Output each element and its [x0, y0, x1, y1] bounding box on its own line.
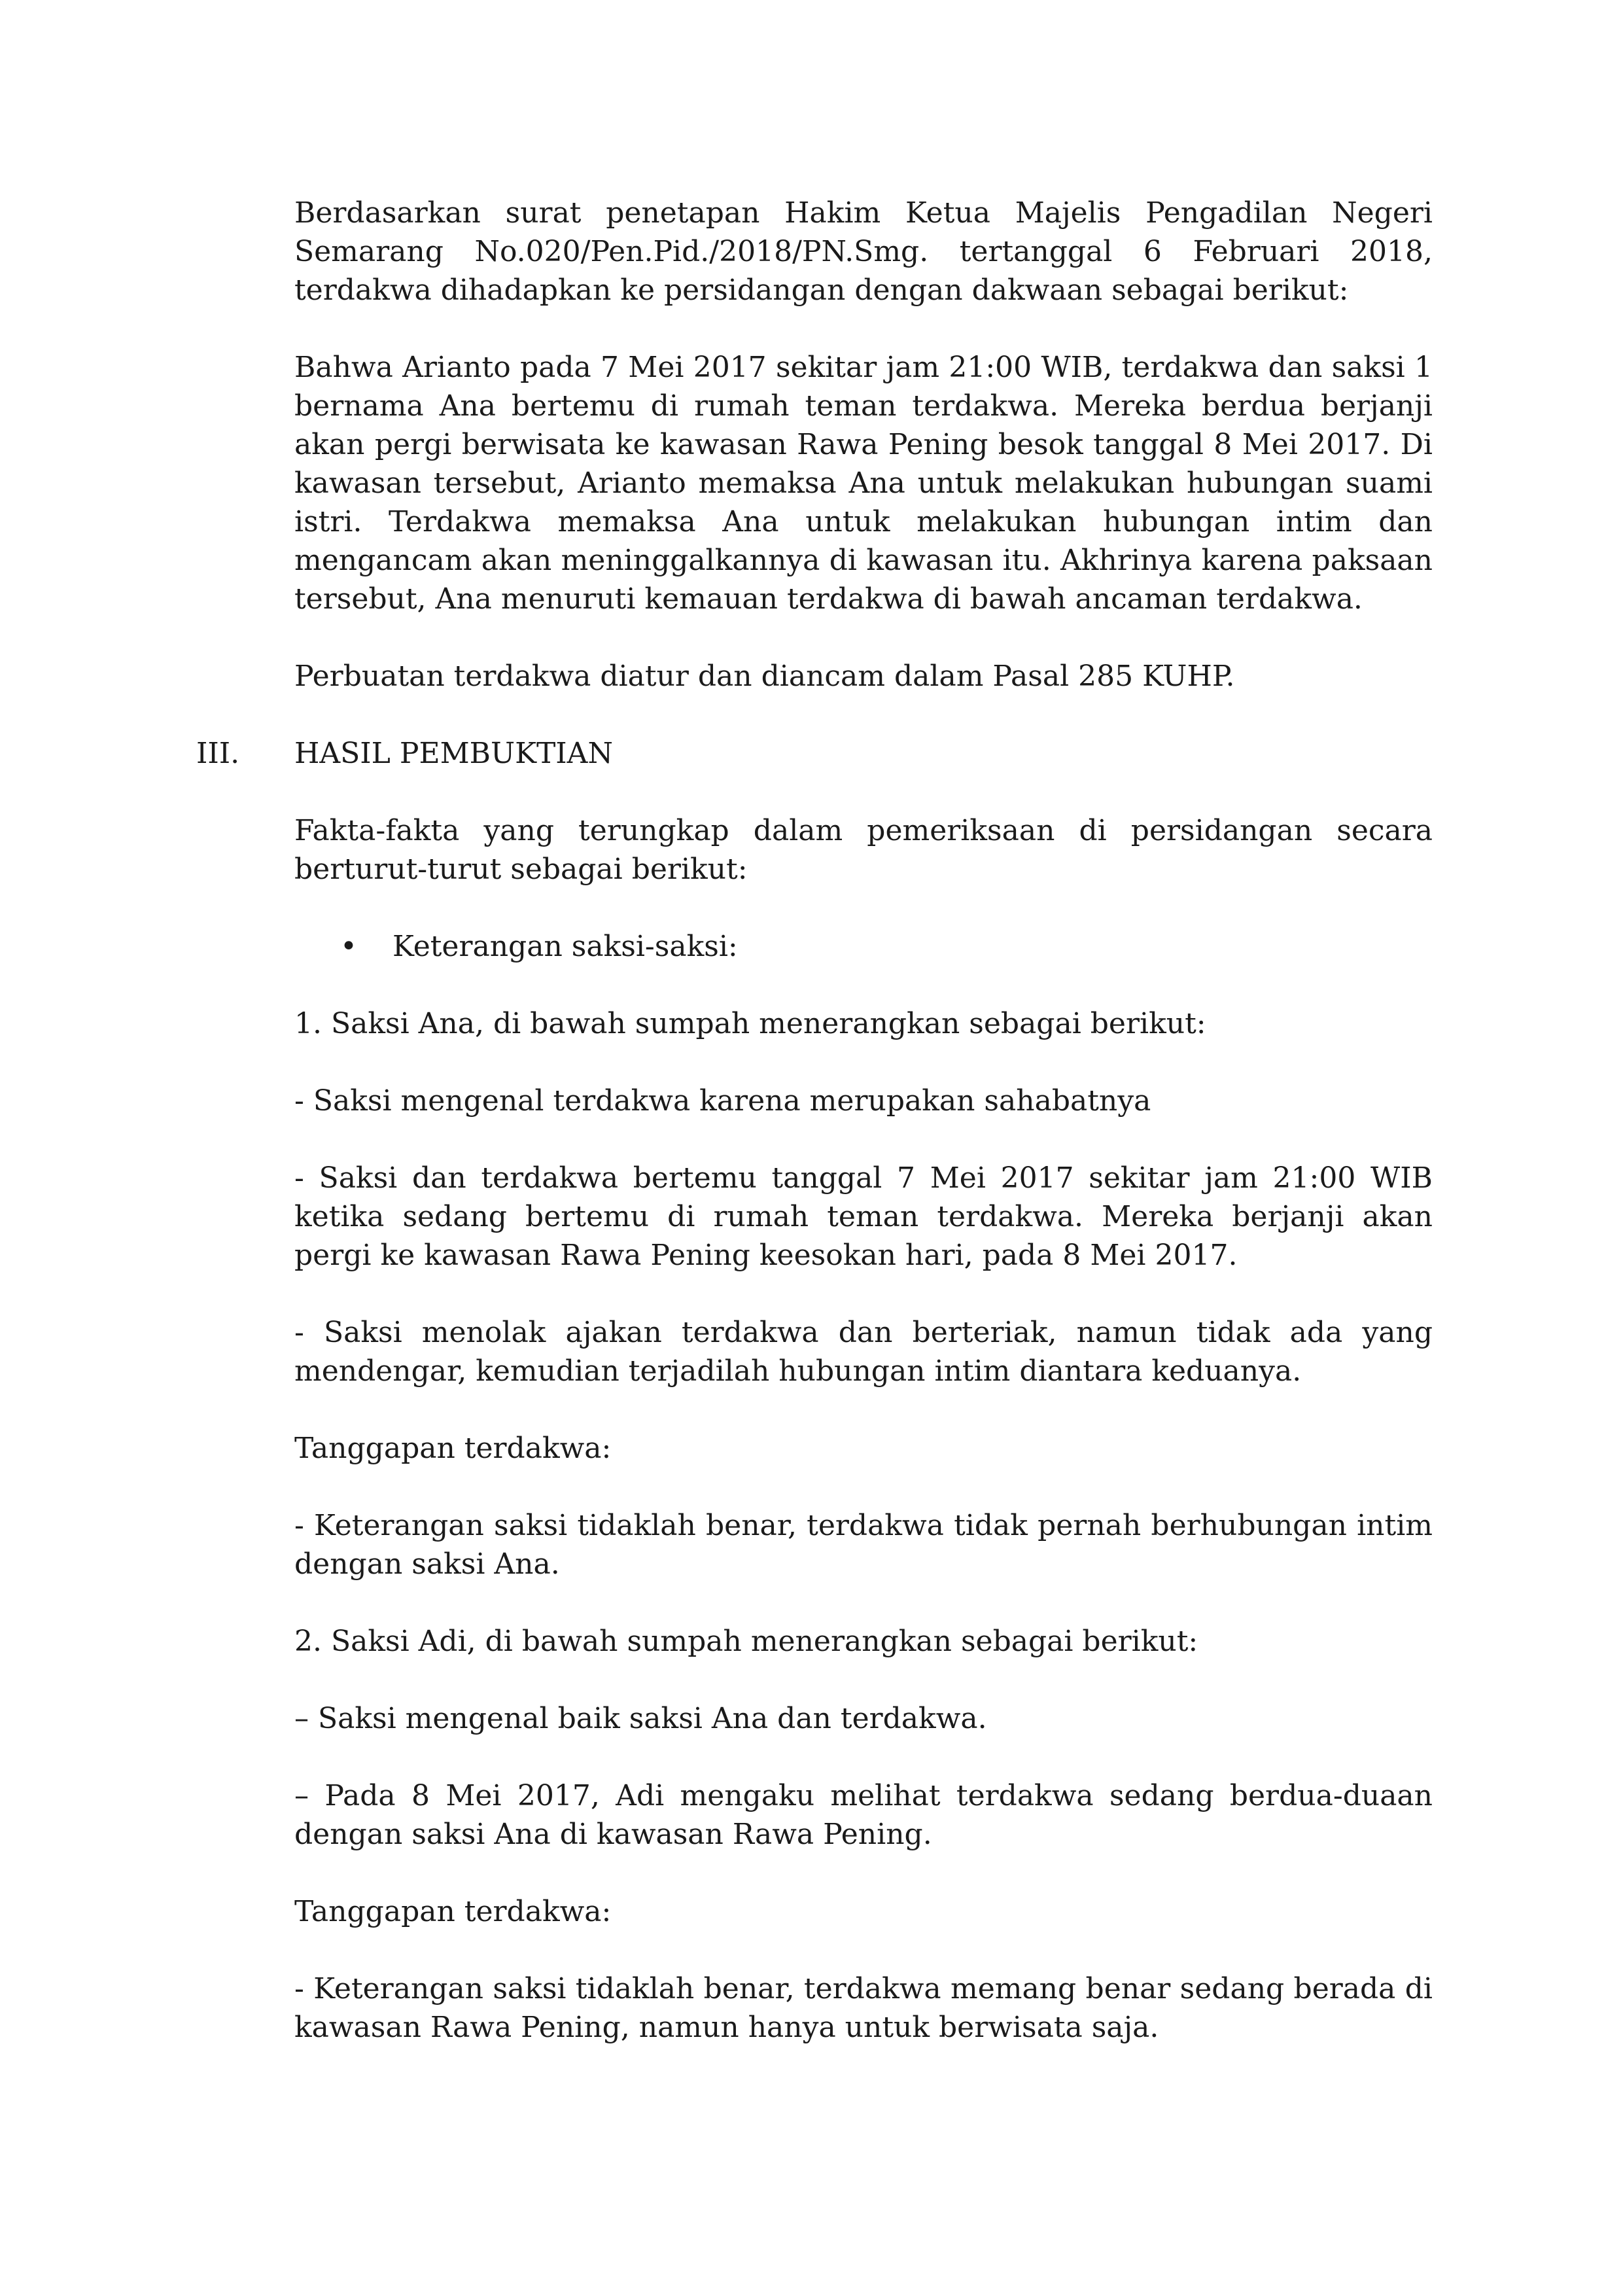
section-number: III.	[196, 737, 240, 770]
tanggapan1-text: - Keterangan saksi tidaklah benar, terdakwa tidak pernah berhubungan intim dengan saksi Ana.	[294, 1509, 1433, 1581]
saksi2-point2: – Pada 8 Mei 2017, Adi mengaku melihat terdakwa sedang berdua-duaan dengan saksi Ana di kawasan Rawa Pening.	[294, 1779, 1433, 1851]
bullet-text: Keterangan saksi-saksi:	[393, 930, 738, 963]
bullet-item	[294, 927, 1433, 966]
section-heading	[196, 734, 1433, 773]
saksi1-point3: - Saksi menolak ajakan terdakwa dan berteriak, namun tidak ada yang mendengar, kemudian terjadilah hubungan intim diantara keduanya.	[294, 1316, 1433, 1388]
intro-paragraph: Berdasarkan surat penetapan Hakim Ketua Majelis Pengadilan Negeri Semarang No.020/Pen.Pid./2018/PN.Smg. tertanggal 6 Februari 2018, terdakwa dihadapkan ke persidangan dengan dakwaan sebagai berikut:	[294, 196, 1433, 307]
bullet-icon: •	[340, 930, 357, 963]
saksi1-point1: - Saksi mengenal terdakwa karena merupakan sahabatnya	[294, 1084, 1151, 1118]
section-title: HASIL PEMBUKTIAN	[294, 737, 613, 770]
pasal-paragraph: Perbuatan terdakwa diatur dan diancam dalam Pasal 285 KUHP.	[294, 660, 1235, 693]
tanggapan2-text: - Keterangan saksi tidaklah benar, terdakwa memang benar sedang berada di kawasan Rawa Pening, namun hanya untuk berwisata saja.	[294, 1972, 1433, 2044]
saksi1-title: 1. Saksi Ana, di bawah sumpah menerangkan sebagai berikut:	[294, 1007, 1206, 1040]
fakta-paragraph: Fakta-fakta yang terungkap dalam pemeriksaan di persidangan secara berturut-turut sebagai berikut:	[294, 814, 1433, 886]
document-body	[196, 194, 1433, 2047]
dakwaan-paragraph: Bahwa Arianto pada 7 Mei 2017 sekitar jam 21:00 WIB, terdakwa dan saksi 1 bernama Ana bertemu di rumah teman terdakwa. Mereka berdua berjanji akan pergi berwisata ke kawasan Rawa Pening besok tanggal 8 Mei 2017. Di kawasan tersebut, Arianto memaksa Ana untuk melakukan hubungan suami istri. Terdakwa memaksa Ana untuk melakukan hubungan intim dan mengancam akan meninggalkannya di kawasan itu. Akhrinya karena paksaan tersebut, Ana menuruti kemauan terdakwa di bawah ancaman terdakwa.	[294, 351, 1433, 616]
saksi1-point2: - Saksi dan terdakwa bertemu tanggal 7 Mei 2017 sekitar jam 21:00 WIB ketika sedang bertemu di rumah teman terdakwa. Mereka berjanji akan pergi ke kawasan Rawa Pening keesokan hari, pada 8 Mei 2017.	[294, 1161, 1433, 1272]
saksi2-title: 2. Saksi Adi, di bawah sumpah menerangkan sebagai berikut:	[294, 1625, 1198, 1658]
saksi2-point1: – Saksi mengenal baik saksi Ana dan terdakwa.	[294, 1702, 987, 1735]
tanggapan2-label: Tanggapan terdakwa:	[294, 1895, 612, 1928]
tanggapan1-label: Tanggapan terdakwa:	[294, 1432, 612, 1465]
